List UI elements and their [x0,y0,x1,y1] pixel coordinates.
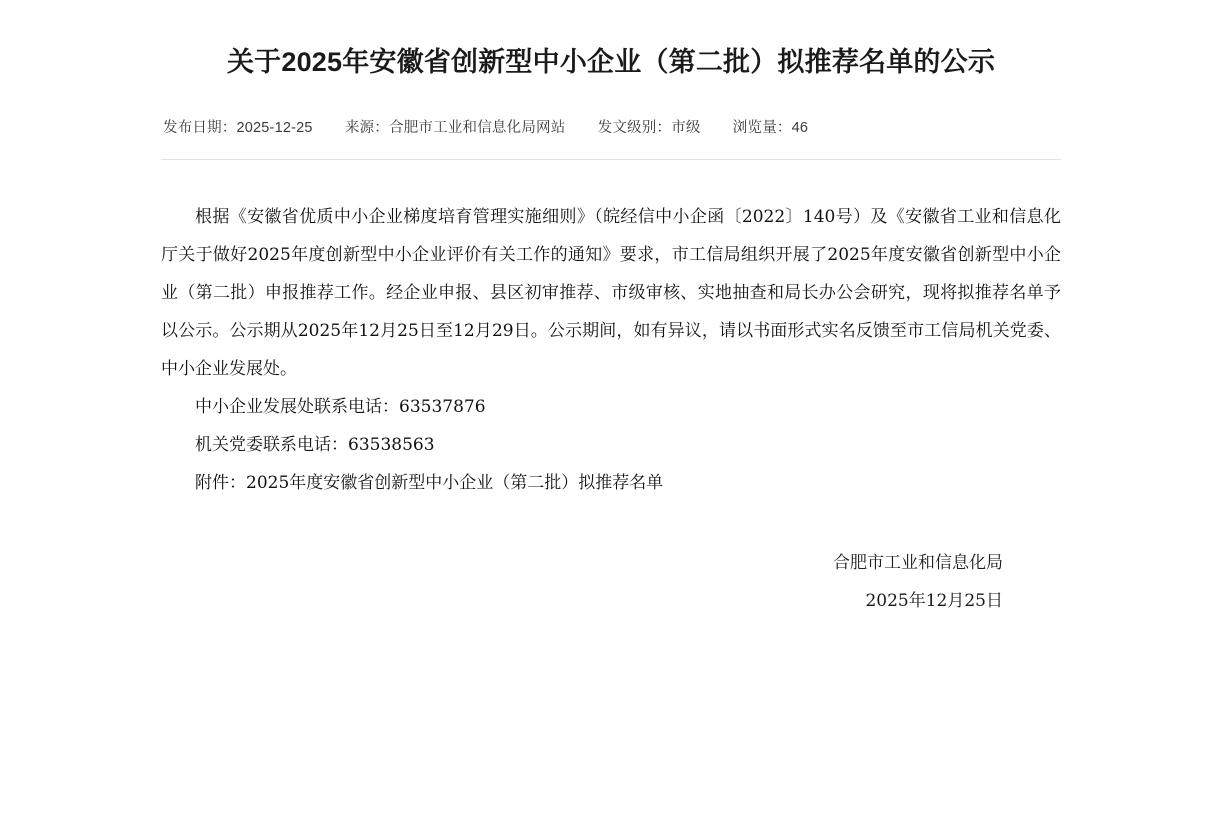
meta-source-value: 合肥市工业和信息化局网站 [389,120,566,136]
contact-line-development-office: 中小企业发展处联系电话：63537876 [195,397,486,417]
meta-level [598,116,701,137]
article-body [161,198,1061,502]
meta-publish-date [163,116,313,137]
meta-views-label: 浏览量： [732,120,792,136]
contact-line-party-committee: 机关党委联系电话：63538563 [195,435,435,455]
meta-views [733,116,808,137]
article-container [161,0,1061,620]
meta-publish-date-label: 发布日期： [163,120,237,136]
meta-level-value: 市级 [671,120,701,136]
meta-divider [161,159,1061,160]
meta-source [345,116,566,137]
attachment-line: 附件：2025年度安徽省创新型中小企业（第二批）拟推荐名单 [195,473,664,493]
page-title: 关于2025年安徽省创新型中小企业（第二批）拟推荐名单的公示 [226,47,996,77]
meta-level-label: 发文级别： [597,120,672,136]
signature-organization: 合肥市工业和信息化局 [833,553,1003,573]
body-paragraph: 根据《安徽省优质中小企业梯度培育管理实施细则》（皖经信中小企函〔2022〕140号）及《安徽省工业和信息化厅关于做好2025年度创新型中小企业评价有关工作的通知》要求，市工信局组织开展了2025年度安徽省创新型中小企业（第二批）申报推荐工作。经企业申报、县区初审推荐、市级审核、实地抽查和局长办公会研究，现将拟推荐名单予以公示。公示期从2025年12月25日至12月29日。公示期间，如有异议，请以书面形式实名反馈至市工信局机关党委、中小企业发展处。 [161,207,1061,379]
signature-date: 2025年12月25日 [865,591,1003,611]
signature-block [161,544,1061,620]
article-meta-bar [161,116,1061,137]
meta-publish-date-value: 2025-12-25 [236,120,313,136]
meta-views-value: 46 [791,120,809,136]
meta-source-label: 来源： [344,120,390,136]
